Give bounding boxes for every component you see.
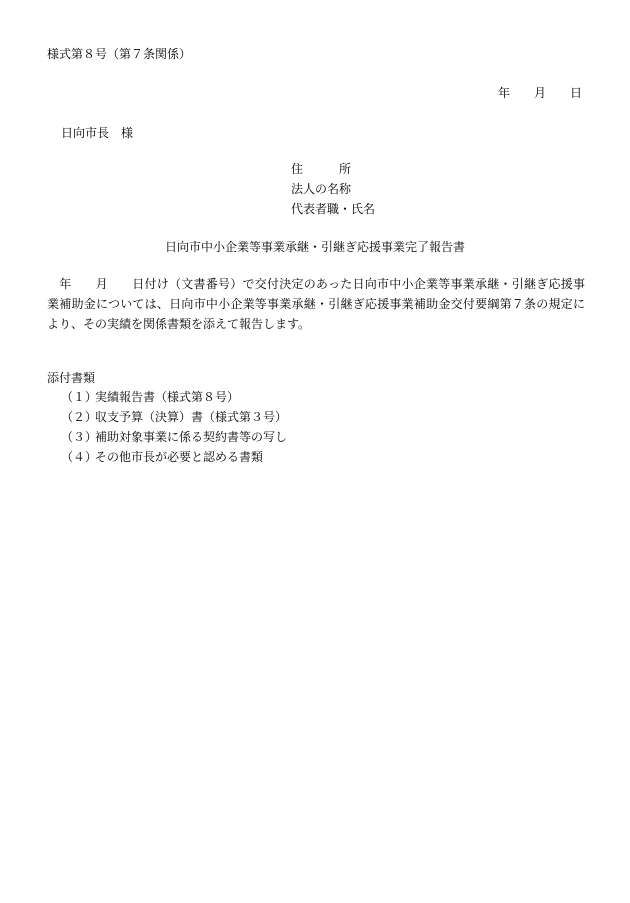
corporation-name-label: 法人の名称 — [291, 182, 352, 196]
body-text: 日付け（文書番号）で交付決定のあった日向市中小企業等事業承継・引継ぎ応援事業補助金については、日向市中小企業等事業承継・引継ぎ応援事業補助金交付要綱第７条の規定により、その実績を関係書類を添えて報告します。 — [47, 277, 585, 331]
applicant-block — [291, 160, 375, 220]
attachments-list — [61, 387, 287, 467]
date-year-label: 年 — [497, 86, 510, 100]
representative-label: 代表者職・氏名 — [291, 202, 376, 216]
list-item: （４）その他市長が必要と認める書類 — [61, 450, 264, 464]
date-month-label: 月 — [533, 86, 546, 100]
body-paragraph — [47, 274, 585, 334]
form-number: 様式第８号（第７条関係） — [47, 47, 192, 61]
list-item: （１）実績報告書（様式第８号） — [61, 390, 240, 404]
date-day-label: 日 — [569, 86, 582, 100]
date-line — [498, 84, 582, 102]
addressee — [61, 124, 133, 142]
body-year-label: 年 — [59, 277, 72, 291]
attachments-heading: 添付書類 — [47, 371, 96, 385]
addressee-name: 日向市長 — [61, 126, 110, 140]
address-label: 住 所 — [291, 162, 352, 176]
addressee-honorific: 様 — [121, 126, 134, 140]
list-item: （３）補助対象事業に係る契約書等の写し — [61, 430, 288, 444]
document-title: 日向市中小企業等事業承継・引継ぎ応援事業完了報告書 — [164, 240, 465, 254]
body-month-label: 月 — [95, 277, 108, 291]
list-item: （２）収支予算（決算）書（様式第３号） — [61, 410, 288, 424]
